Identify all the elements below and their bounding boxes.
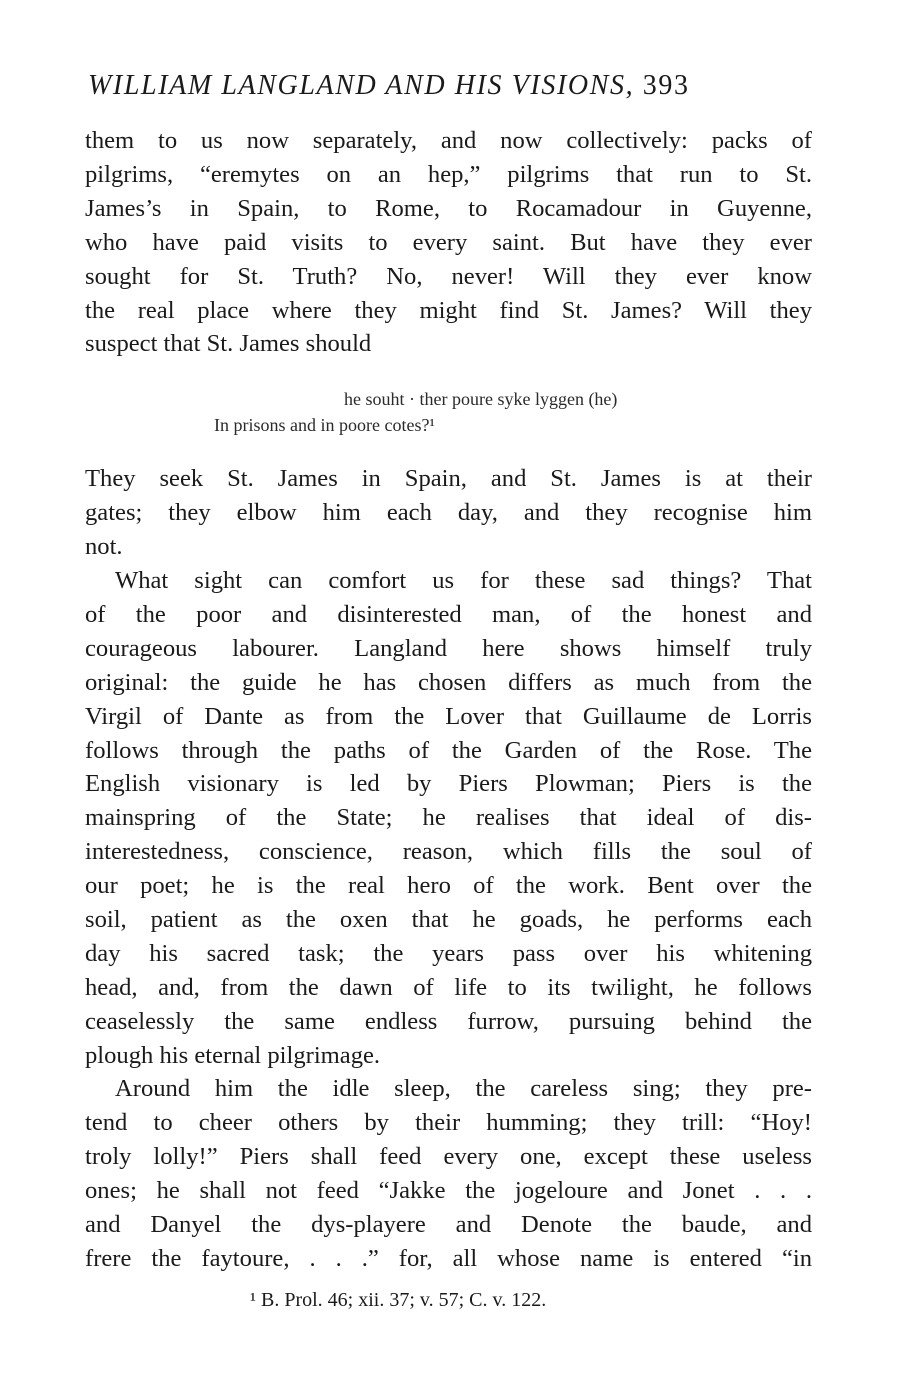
text-line: They seek St. James in Spain, and St. James is at their [85, 465, 812, 492]
running-header [88, 66, 812, 106]
text-line: James’s in Spain, to Rome, to Rocamadour in Guyenne, [85, 194, 812, 222]
text-line: frere the faytoure, . . .” for, all whose name is entered “in [85, 1244, 812, 1272]
paragraph-2 [85, 462, 812, 564]
text-line: interestedness, conscience, reason, which fills the soul of [85, 838, 812, 866]
text-line: courageous labourer. Langland here shows himself truly [85, 634, 812, 662]
text-line: who have paid visits to every saint. But have they ever [85, 228, 812, 256]
quote-line: In prisons and in poore cotes?¹ [214, 415, 435, 435]
block-quote [214, 386, 714, 438]
text-line: follows through the paths of the Garden of the Rose. The [85, 736, 812, 764]
text-line: them to us now separately, and now collectively: packs of [85, 127, 812, 154]
text-line: plough his eternal pilgrimage. [85, 1041, 381, 1069]
text-line: not. [85, 532, 123, 560]
paragraph-3 [85, 564, 812, 1073]
text-line: pilgrims, “eremytes on an hep,” pilgrims that run to St. [85, 160, 812, 188]
text-line: sought for St. Truth? No, never! Will they ever know [85, 262, 812, 290]
page-number: 393 [642, 70, 690, 101]
text-line: of the poor and disinterested man, of the honest and [85, 600, 812, 628]
text-line: original: the guide he has chosen differs as much from the [85, 668, 812, 696]
text-line: mainspring of the State; he realises that ideal of dis- [85, 804, 812, 832]
text-line: ceaselessly the same endless furrow, pursuing behind the [85, 1007, 812, 1035]
quote-line: he souht · ther poure syke lyggen (he) [344, 389, 618, 409]
footnote: ¹ B. Prol. 46; xii. 37; v. 57; C. v. 122. [250, 1289, 547, 1311]
text-line: troly lolly!” Piers shall feed every one, except these useless [85, 1142, 812, 1170]
paragraph-1 [85, 124, 812, 361]
paragraph-4 [85, 1072, 812, 1275]
running-title: WILLIAM LANGLAND AND HIS VISIONS, [88, 70, 635, 101]
text-line: the real place where they might find St. James? Will they [85, 296, 812, 324]
text-line: English visionary is led by Piers Plowman; Piers is the [85, 770, 812, 798]
text-line: suspect that St. James should [85, 330, 372, 358]
text-line: Around him the idle sleep, the careless sing; they pre- [115, 1075, 812, 1102]
text-line: Virgil of Dante as from the Lover that Guillaume de Lorris [85, 702, 812, 730]
text-line: tend to cheer others by their humming; they trill: “Hoy! [85, 1108, 812, 1136]
text-line: soil, patient as the oxen that he goads, he performs each [85, 906, 812, 934]
text-line: head, and, from the dawn of life to its twilight, he follows [85, 973, 812, 1001]
text-line: What sight can comfort us for these sad things? That [115, 567, 812, 594]
text-line: gates; they elbow him each day, and they recognise him [85, 498, 812, 526]
text-line: and Danyel the dys-playere and Denote the baude, and [85, 1210, 812, 1238]
text-line: ones; he shall not feed “Jakke the jogeloure and Jonet . . . [85, 1176, 812, 1204]
text-line: our poet; he is the real hero of the work. Bent over the [85, 872, 812, 900]
text-line: day his sacred task; the years pass over his whitening [85, 939, 812, 967]
